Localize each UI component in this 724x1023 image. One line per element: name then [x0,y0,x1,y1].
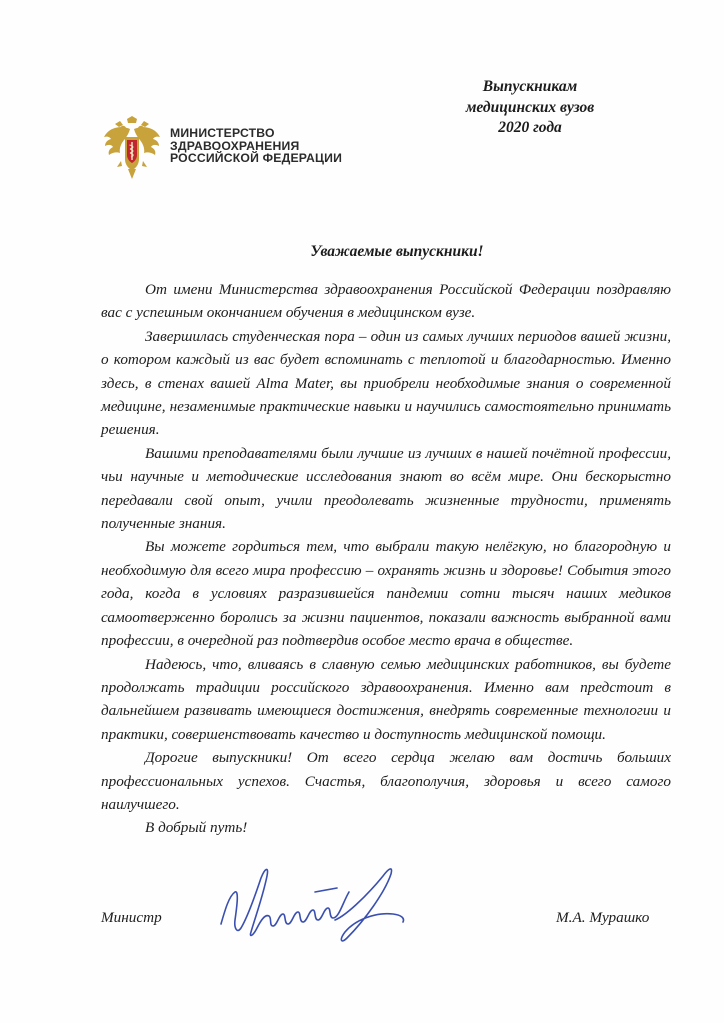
paragraph-1: От имени Министерства здравоохранения Российской Федерации поздравляю вас с успешным окончанием обучения в медицинском вузе. [101,281,671,322]
closing-line: В добрый путь! [145,819,248,837]
paragraph-3: Вашими преподавателями были лучшие из лучших в нашей почётной профессии, чьи научные и методические исследования знают во всём мире. Они бескорыстно передавали свой опыт, учили преодолевать жизненные трудности, применять полученные знания. [101,444,671,533]
letter-body [101,278,671,840]
addressee-line-1: Выпускникам [482,78,578,95]
ministry-line-1: МИНИСТЕРСТВО [170,126,275,140]
ministry-line-2: ЗДРАВООХРАНЕНИЯ [170,138,300,153]
ministry-line-3: РОССИЙСКОЙ ФЕДЕРАЦИИ [170,151,343,165]
paragraph-5: Надеюсь, что, вливаясь в славную семью медицинских работников, вы будете продолжать традиции российского здравоохранения. Именно вам предстоит в дальнейшем развивать имеющиеся достижения, внедрять современные технологии и практики, совершенствовать качество и доступность медицинской помощи. [101,655,671,743]
ministry-name [170,127,342,165]
signatory-name: М.А. Мурашко [556,909,650,926]
addressee-line-3: 2020 года [498,119,562,136]
letter-greeting: Уважаемые выпускники! [310,243,484,260]
paragraph-2: Завершилась студенческая пора – один из самых лучших периодов вашей жизни, о котором каждый из вас будет вспоминать с теплотой и благодарностью. Именно здесь, в стенах вашей Alma Mater, вы приобрели необходимые знания о современной медицине, незаменимые практические навыки и научились самостоятельно принимать решения. [101,327,671,439]
handwritten-signature-icon [215,862,415,947]
signatory-title: Министр [101,909,162,926]
paragraph-4: Вы можете гордиться тем, что выбрали такую нелёгкую, но благородную и необходимую для всего мира профессию – охранять жизнь и здоровье! События этого года, когда в условиях разразившейся пандемии сотни тысяч наших медиков самоотверженно боролись за жизни пациентов, показали важность выбранной вами профессии, в очередной раз подтвердив особое место врача в обществе. [101,538,671,650]
addressee-block [430,77,630,139]
addressee-line-2: медицинских вузов [465,98,595,116]
paragraph-6: Дорогие выпускники! От всего сердца желаю вам достичь больших профессиональных успехов. Счастья, благополучия, здоровья и всего самого наилучшего. [101,749,671,813]
double-headed-eagle-emblem-icon [101,115,163,181]
